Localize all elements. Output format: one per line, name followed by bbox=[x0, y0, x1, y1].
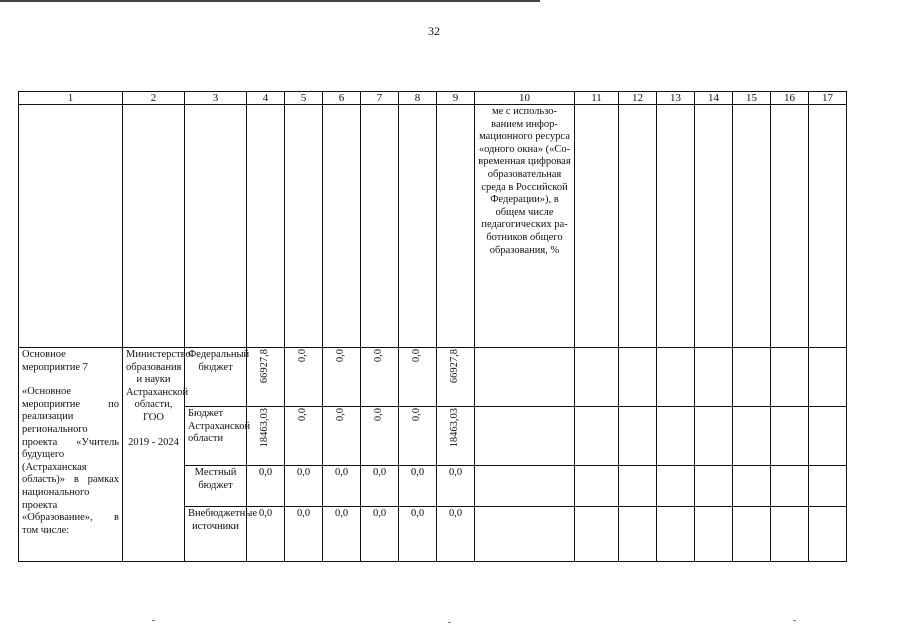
funding-value: 0,0 bbox=[323, 507, 361, 562]
funding-value: 0,0 bbox=[285, 466, 323, 507]
funding-value: 0,0 bbox=[411, 349, 423, 363]
funding-source: Местный бюджет bbox=[185, 466, 247, 507]
funding-value: 0,0 bbox=[411, 408, 423, 422]
continuation-row bbox=[19, 105, 847, 348]
funding-value: 0,0 bbox=[399, 507, 437, 562]
col-header: 14 bbox=[695, 92, 733, 105]
funding-value: 18463,03 bbox=[449, 408, 461, 448]
funding-value: 0,0 bbox=[437, 507, 475, 562]
scan-speck bbox=[448, 622, 451, 623]
funding-value: 0,0 bbox=[297, 408, 309, 422]
funding-value: 0,0 bbox=[323, 466, 361, 507]
col-header: 1 bbox=[19, 92, 123, 105]
page-number: 32 bbox=[428, 24, 440, 38]
col-header: 10 bbox=[475, 92, 575, 105]
scan-speck bbox=[793, 620, 796, 621]
col-header: 11 bbox=[575, 92, 619, 105]
indicator-text: ме с использованием информационного ресурса «одного окна» («Современная цифровая образовательная среда в Российской Федерации»), в общем числе педагогических работников общего образования, % bbox=[475, 105, 575, 348]
funding-total: 66927,8 bbox=[259, 349, 271, 384]
col-header: 7 bbox=[361, 92, 399, 105]
col-header: 6 bbox=[323, 92, 361, 105]
col-header: 12 bbox=[619, 92, 657, 105]
funding-value: 0,0 bbox=[335, 349, 347, 363]
activity-title: Основное мероприятие 7 bbox=[22, 349, 88, 373]
col-header: 17 bbox=[809, 92, 847, 105]
funding-source: Бюджет Астраханской области bbox=[185, 407, 247, 466]
funding-value: 0,0 bbox=[335, 408, 347, 422]
header-row bbox=[19, 92, 847, 105]
col-header: 9 bbox=[437, 92, 475, 105]
funding-value: 66927,8 bbox=[449, 349, 461, 384]
col-header: 8 bbox=[399, 92, 437, 105]
col-header: 4 bbox=[247, 92, 285, 105]
col-header: 16 bbox=[771, 92, 809, 105]
executor: Министерство образования и науки Астраханской области, ГОО bbox=[126, 349, 191, 423]
executor-cell bbox=[123, 348, 191, 562]
col-header: 3 bbox=[185, 92, 247, 105]
funding-value: 0,0 bbox=[437, 466, 475, 507]
funding-source: Федеральный бюджет bbox=[185, 348, 247, 407]
funding-source: Внебюджетные источники bbox=[185, 507, 247, 562]
funding-total: 0,0 bbox=[247, 507, 285, 562]
activities-table bbox=[18, 91, 847, 562]
table-row bbox=[19, 348, 847, 407]
funding-value: 0,0 bbox=[361, 507, 399, 562]
funding-value: 0,0 bbox=[373, 349, 385, 363]
funding-value: 0,0 bbox=[399, 466, 437, 507]
col-header: 2 bbox=[123, 92, 185, 105]
funding-value: 0,0 bbox=[373, 408, 385, 422]
funding-value: 0,0 bbox=[297, 349, 309, 363]
scan-speck bbox=[152, 620, 155, 621]
funding-total: 0,0 bbox=[247, 466, 285, 507]
activity-description: «Основное мероприятие по реализации регионального проекта «Учитель будущего (Астраханская область)» в рамках национального проекта «Образование», в том числе: bbox=[22, 386, 119, 536]
scan-top-line bbox=[0, 0, 540, 2]
activity-cell bbox=[19, 348, 123, 562]
col-header: 5 bbox=[285, 92, 323, 105]
funding-total: 18463,03 bbox=[259, 408, 271, 448]
col-header: 15 bbox=[733, 92, 771, 105]
funding-value: 0,0 bbox=[285, 507, 323, 562]
period: 2019 - 2024 bbox=[128, 436, 179, 448]
funding-value: 0,0 bbox=[361, 466, 399, 507]
col-header: 13 bbox=[657, 92, 695, 105]
